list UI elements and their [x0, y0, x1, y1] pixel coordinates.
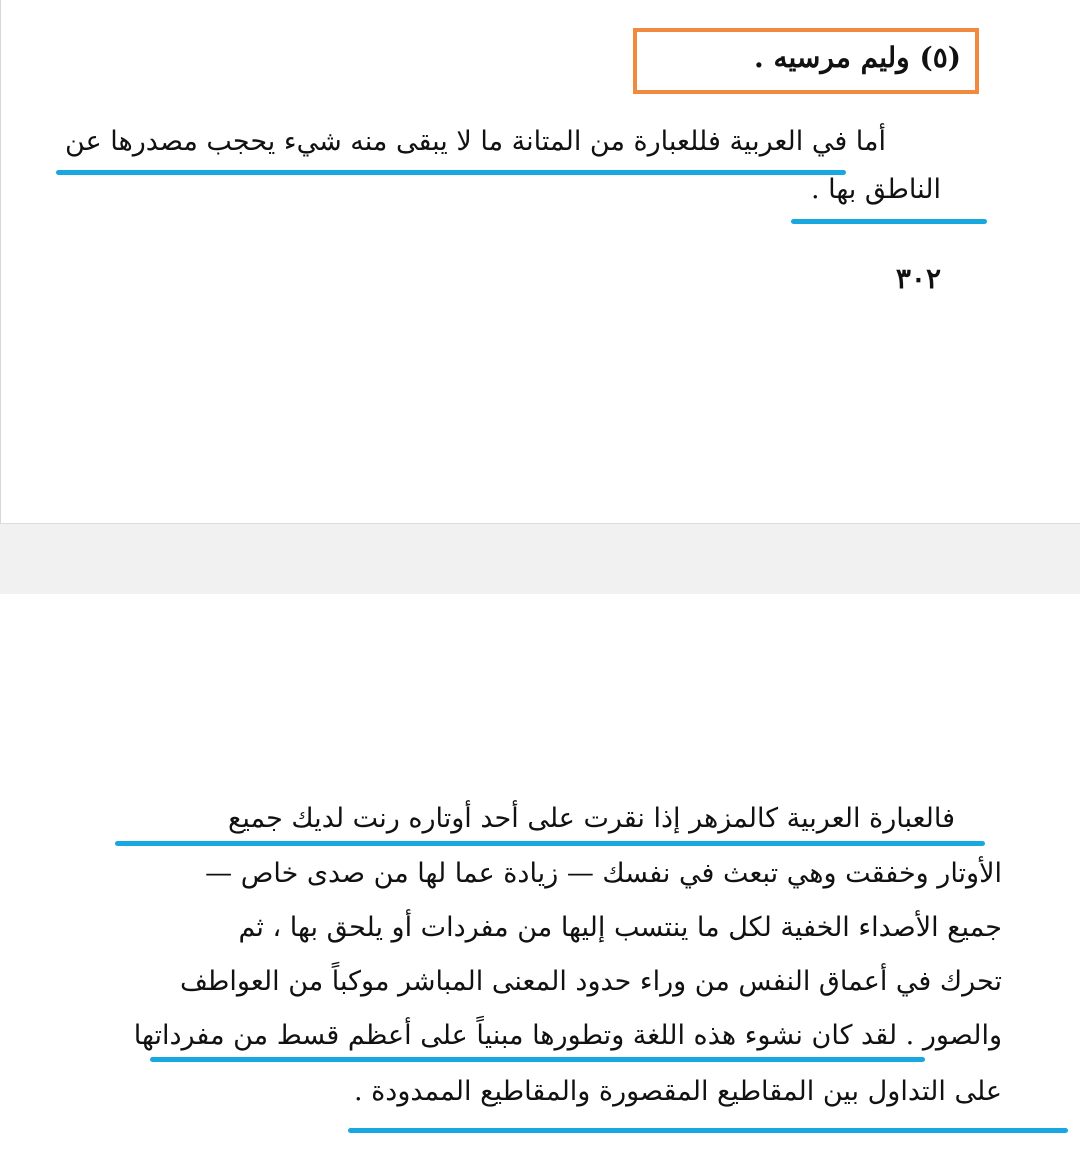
body-text-line-5: والصور . لقد كان نشوء هذه اللغة وتطورها مبنياً على أعظم قسط من مفرداتها	[133, 1020, 1002, 1051]
page-separator	[0, 523, 1080, 595]
underline-top-1	[56, 170, 846, 175]
page-top	[0, 0, 1080, 523]
underline-bottom-2	[150, 1057, 925, 1062]
top-text-line-2: الناطق بها .	[810, 174, 941, 205]
body-text-line-3: جميع الأصداء الخفية لكل ما ينتسب إليها من مفردات أو يلحق بها ، ثم	[238, 912, 1002, 943]
body-text-line-1: فالعبارة العربية كالمزهر إذا نقرت على أحد أوتاره رنت لديك جميع	[228, 803, 955, 834]
underline-bottom-1	[115, 841, 985, 846]
page-number: ٣٠٢	[895, 262, 941, 295]
body-text-line-2: الأوتار وخفقت وهي تبعث في نفسك — زيادة عما لها من صدى خاص —	[205, 858, 1002, 889]
footnote-label: (٥) وليم مرسيه .	[753, 41, 961, 74]
underline-top-2	[791, 219, 987, 224]
underline-bottom-3	[348, 1128, 1068, 1133]
body-text-line-4: تحرك في أعماق النفس من وراء حدود المعنى المباشر موكباً من العواطف	[179, 966, 1002, 997]
top-text-line-1: أما في العربية فللعبارة من المتانة ما لا يبقى منه شيء يحجب مصدرها عن	[65, 126, 886, 157]
body-text-line-6: على التداول بين المقاطيع المقصورة والمقاطيع الممدودة .	[354, 1076, 1002, 1107]
page-bottom	[0, 594, 1080, 1151]
